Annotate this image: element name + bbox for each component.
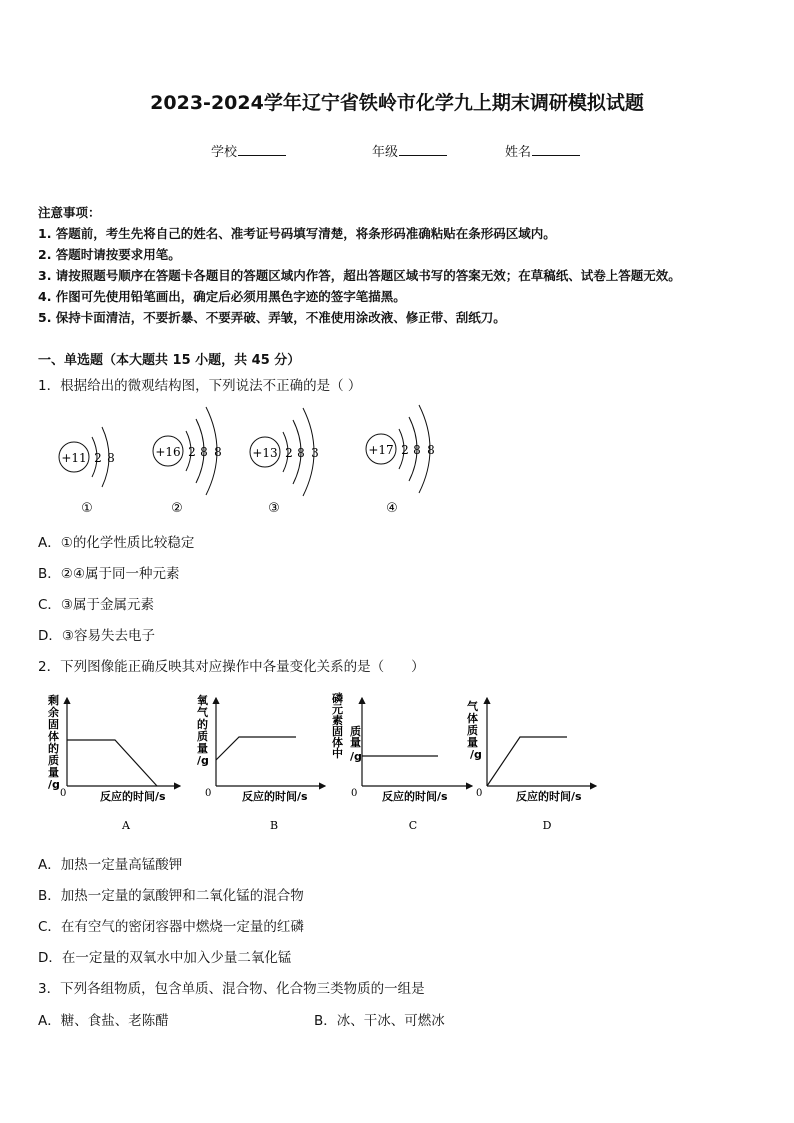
name-field — [505, 141, 580, 160]
q2-option-a: A．加热一定量高锰酸钾 — [38, 857, 183, 873]
graph-c-ylabel-char: 元 — [332, 703, 343, 716]
graph-a-label: A — [122, 819, 130, 832]
question-3-stem: 3．下列各组物质，包含单质、混合物、化合物三类物质的一组是 — [38, 981, 425, 997]
q2-option-c: C．在有空气的密闭容器中燃烧一定量的红磷 — [38, 919, 304, 935]
atom-4-shell-1: 2 — [401, 443, 409, 457]
graph-b-ylabel-char: 的 — [197, 718, 208, 731]
notice-item: 2. 答题时请按要求用笔。 — [38, 247, 181, 262]
graph-c-origin: 0 — [351, 788, 358, 799]
graph-a-xlabel: 反应的时间/s — [100, 790, 166, 803]
q3-option-b: B．冰、干冰、可燃冰 — [314, 1013, 445, 1029]
graph-d — [467, 698, 596, 832]
graph-d-ylabel-char: 量 — [467, 736, 478, 749]
q1-option-b: B．②④属于同一种元素 — [38, 566, 180, 582]
atom-4-diagram — [366, 405, 435, 516]
graph-a-ylabel-char: /g — [48, 778, 60, 791]
graph-d-ylabel-char: /g — [470, 748, 482, 761]
graph-d-ylabel-char: 质 — [467, 724, 478, 737]
notice-item: 1. 答题前，考生先将自己的姓名、准考证号码填写清楚，将条形码准确粘贴在条形码区域内。 — [38, 226, 556, 241]
atom-2-shell-2: 8 — [200, 445, 208, 459]
atom-2-diagram — [153, 407, 222, 516]
notice-heading: 注意事项： — [38, 205, 101, 220]
graph-a-ylabel — [48, 693, 60, 791]
notice-item: 5. 保持卡面清洁，不要折暴、不要弄破、弄皱，不准使用涂改液、修正带、刮纸刀。 — [38, 310, 506, 325]
q2-option-d: D．在一定量的双氧水中加入少量二氧化锰 — [38, 950, 292, 966]
school-label: 学校 — [211, 145, 238, 160]
atom-1-shell-1: 2 — [94, 451, 102, 465]
graph-d-ylabel-char: 气 — [467, 700, 478, 713]
grade-field — [372, 141, 447, 160]
graph-b-ylabel-char: 量 — [197, 742, 208, 755]
q1-option-d: D．③容易失去电子 — [38, 628, 155, 644]
graph-d-origin: 0 — [476, 788, 483, 799]
atom-3-label: ③ — [268, 501, 280, 516]
atom-2-shell-1: 2 — [188, 445, 196, 459]
school-field — [211, 141, 286, 160]
graph-b-label: B — [269, 819, 279, 832]
atom-3-diagram — [250, 408, 319, 516]
atom-4-shell-2: 8 — [413, 443, 421, 457]
question-2-stem: 2．下列图像能正确反映其对应操作中各量变化关系的是（ ） — [38, 659, 425, 675]
atom-1-diagram — [59, 427, 115, 516]
atom-2-shell-3: 8 — [214, 445, 222, 459]
graph-b-ylabel — [197, 693, 209, 767]
graph-a-curve — [67, 740, 157, 786]
atom-3-shell-2: 8 — [297, 446, 305, 460]
graph-d-ylabel-char: 体 — [467, 712, 478, 725]
atom-4-shell-3: 8 — [427, 443, 435, 457]
graph-c-ylabel-char: 中 — [332, 747, 343, 760]
q2-graphs — [40, 690, 610, 840]
graph-d-ylabel — [467, 699, 482, 761]
graph-a — [48, 693, 180, 832]
atom-3-shell-1: 2 — [285, 446, 293, 460]
page-title: 2023-2024学年辽宁省铁岭市化学九上期末调研模拟试题 — [150, 92, 644, 114]
graph-d-label: D — [542, 819, 552, 832]
graph-c-ylabel — [332, 691, 362, 763]
graph-b-origin: 0 — [205, 788, 212, 799]
atom-1-shell-2: 8 — [107, 451, 115, 465]
atom-1-nucleus: +11 — [61, 451, 87, 465]
atom-2-nucleus: +16 — [155, 445, 181, 459]
name-blank — [532, 143, 580, 156]
graph-b-ylabel-char: 氧 — [197, 694, 208, 707]
atom-2-label: ② — [171, 501, 183, 516]
graph-c — [332, 691, 472, 832]
graph-a-ylabel-char: 剩 — [48, 694, 59, 707]
graph-a-origin: 0 — [60, 788, 67, 799]
atom-1-label: ① — [81, 501, 93, 516]
graph-b-curve — [216, 737, 296, 760]
graph-a-ylabel-char: 固 — [48, 718, 59, 731]
graph-b — [197, 693, 325, 832]
atom-4-label: ④ — [386, 501, 398, 516]
graph-c-ylabel-char: 体 — [332, 736, 343, 749]
graph-d-xlabel: 反应的时间/s — [516, 790, 582, 803]
q1-option-a: A．①的化学性质比较稳定 — [38, 535, 195, 551]
graph-c-ylabel-char: 量 — [350, 736, 361, 749]
graph-d-curve — [487, 737, 567, 786]
grade-label: 年级 — [372, 145, 399, 160]
q2-option-b: B．加热一定量的氯酸钾和二氧化锰的混合物 — [38, 888, 304, 904]
notice-item: 3. 请按照题号顺序在答题卡各题目的答题区域内作答，超出答题区域书写的答案无效；在草稿纸、试卷上答题无效。 — [38, 268, 681, 283]
atom-structure-diagrams — [40, 395, 460, 525]
graph-b-ylabel-char: /g — [197, 754, 209, 767]
graph-b-ylabel-char: 质 — [197, 730, 208, 743]
section-heading: 一、单选题（本大题共 15 小题，共 45 分） — [38, 353, 301, 368]
question-1-stem: 1．根据给出的微观结构图，下列说法不正确的是（ ） — [38, 378, 362, 394]
grade-blank — [399, 143, 447, 156]
q3-option-a: A．糖、食盐、老陈醋 — [38, 1013, 169, 1029]
graph-c-ylabel-char: 素 — [332, 714, 343, 727]
graph-a-ylabel-char: 的 — [48, 742, 59, 755]
graph-c-ylabel-char: 磷 — [332, 692, 343, 705]
graph-a-ylabel-char: 体 — [48, 730, 59, 743]
graph-c-ylabel-char: 质 — [350, 725, 361, 738]
graph-c-label: C — [408, 819, 418, 832]
graph-c-ylabel-char: /g — [350, 750, 362, 763]
graph-b-ylabel-char: 气 — [197, 706, 208, 719]
graph-a-ylabel-char: 余 — [48, 706, 59, 719]
name-label: 姓名 — [505, 145, 532, 160]
atom-4-nucleus: +17 — [368, 443, 394, 457]
graph-a-ylabel-char: 质 — [48, 754, 59, 767]
graph-c-xlabel: 反应的时间/s — [382, 790, 448, 803]
school-blank — [238, 143, 286, 156]
atom-3-shell-3: 3 — [311, 446, 319, 460]
atom-3-nucleus: +13 — [252, 446, 278, 460]
graph-c-ylabel-char: 固 — [332, 725, 343, 738]
q1-option-c: C．③属于金属元素 — [38, 597, 155, 613]
notice-item: 4. 作图可先使用铅笔画出，确定后必须用黑色字迹的签字笔描黑。 — [38, 289, 406, 304]
graph-a-ylabel-char: 量 — [48, 766, 59, 779]
graph-b-xlabel: 反应的时间/s — [242, 790, 308, 803]
